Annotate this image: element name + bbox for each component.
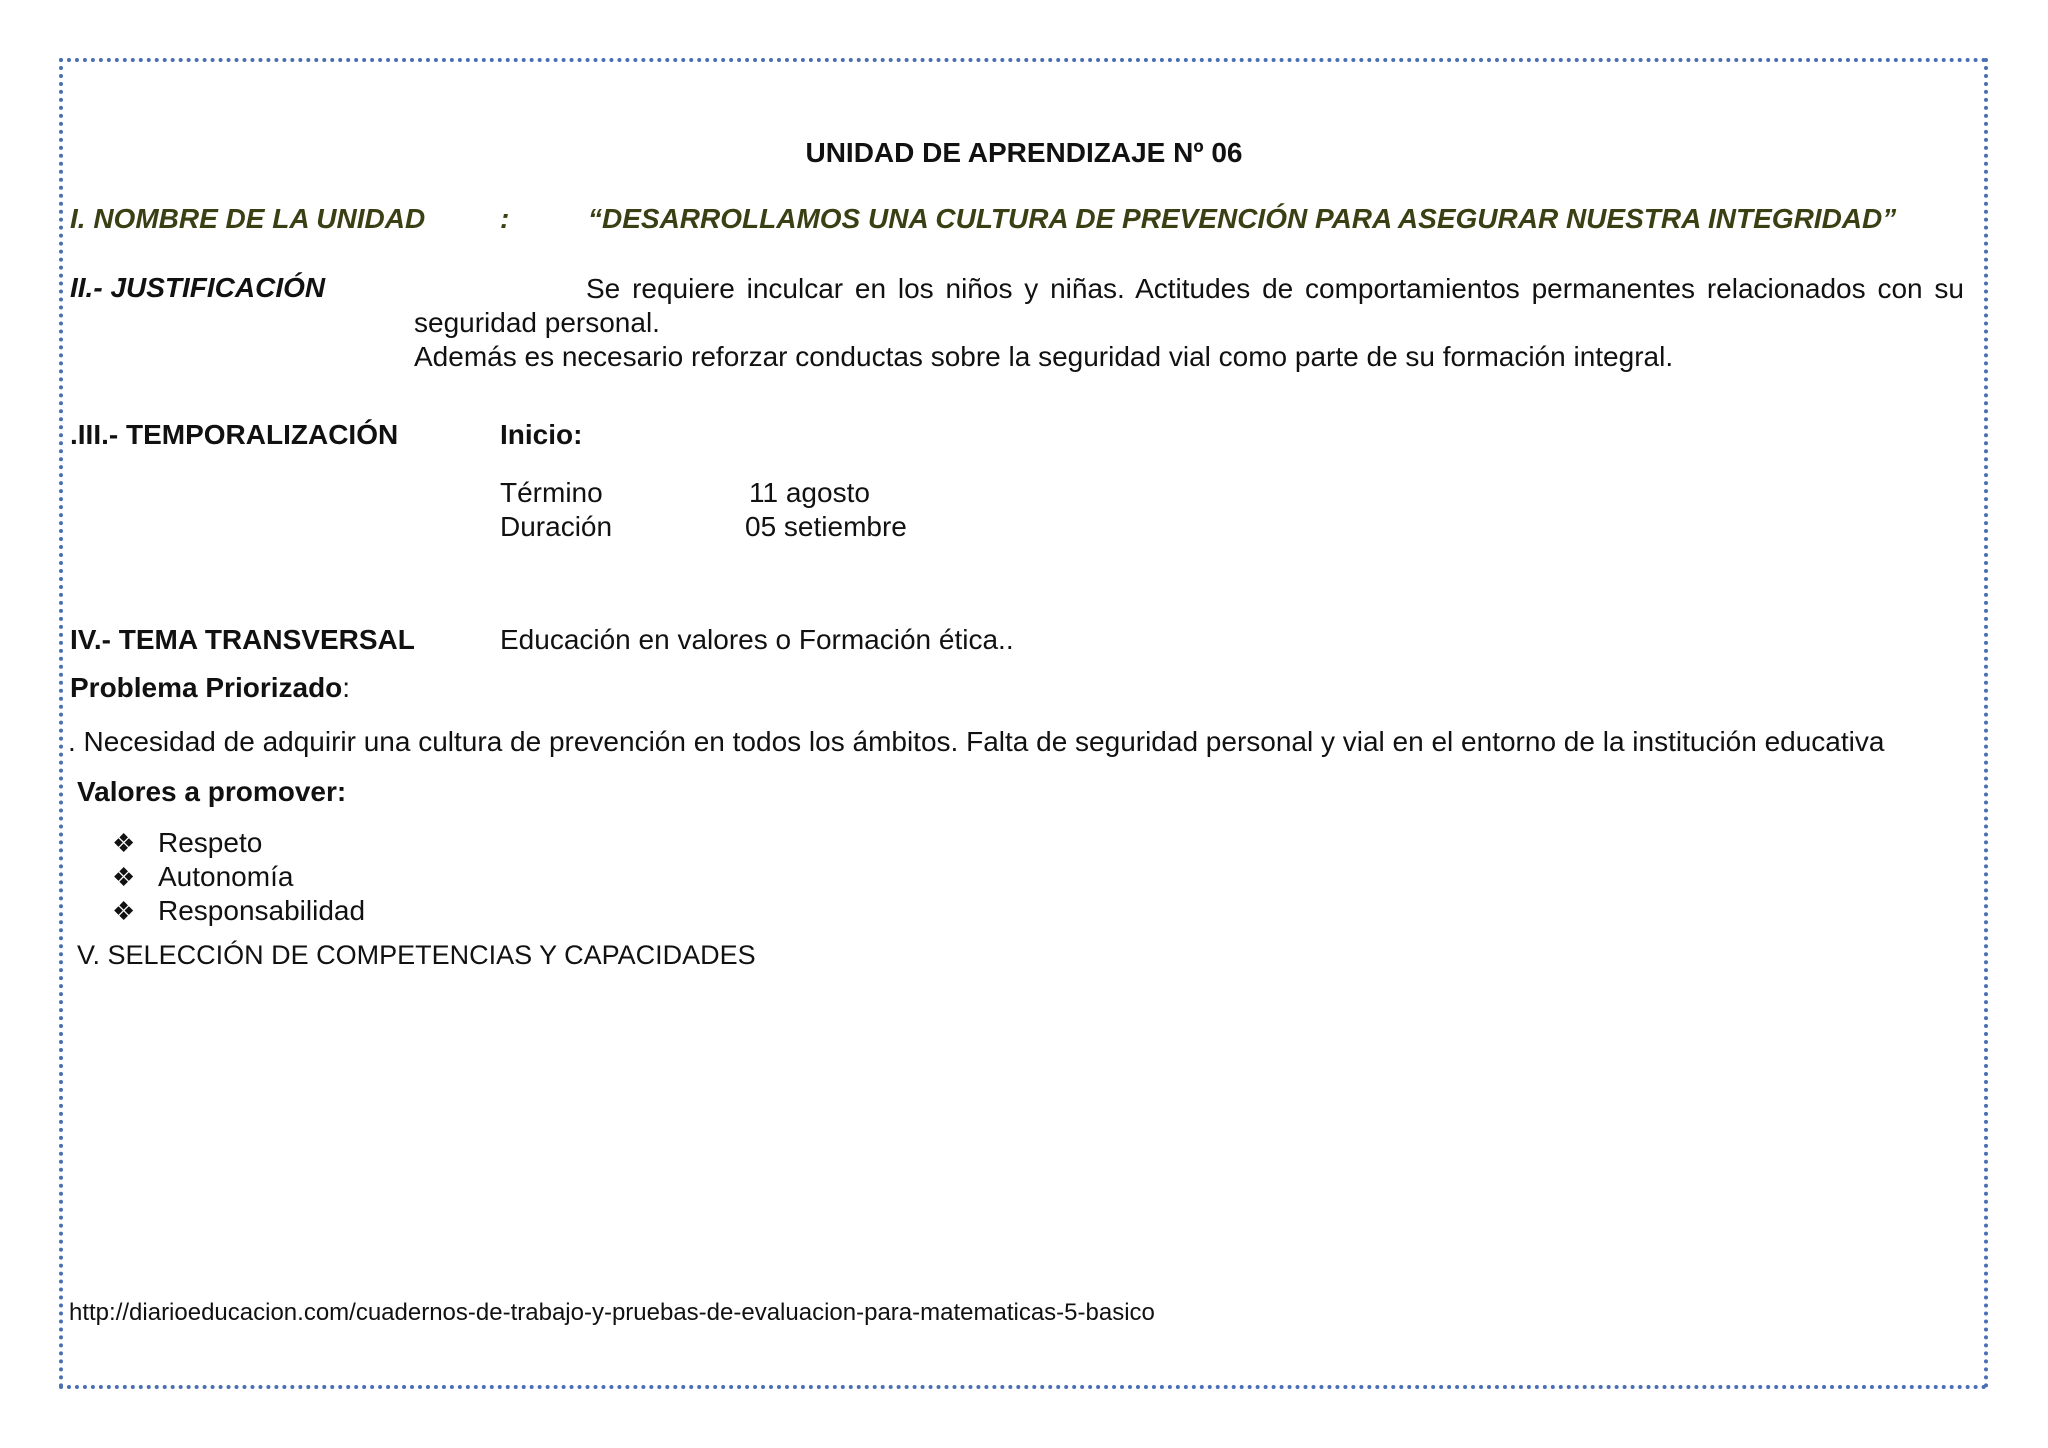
problema-text: . Necesidad de adquirir una cultura de prevención en todos los ámbitos. Falta de seguridad personal y vial en el entorno de la institución educativa (68, 726, 1885, 757)
list-item: ❖ Respeto (112, 827, 263, 858)
valores-list (112, 826, 365, 928)
diamond-bullet-icon: ❖ (112, 896, 136, 926)
justificacion-line1: Se requiere inculcar en los niños y niñas. Actitudes de comportamientos permanentes relacionados con su seguridad personal. (414, 273, 1964, 338)
diamond-bullet-icon: ❖ (112, 862, 136, 892)
termino-label: Término (500, 477, 603, 508)
footer-url[interactable]: http://diarioeducacion.com/cuadernos-de-trabajo-y-pruebas-de-evaluacion-para-matematicas-5-basico (69, 1299, 1155, 1326)
unit-name-colon: : (500, 203, 510, 234)
justificacion-label: II.- JUSTIFICACIÓN (70, 272, 326, 303)
justificacion-line2: Además es necesario reforzar conductas sobre la seguridad vial como parte de su formación integral. (414, 341, 1674, 372)
temporalizacion-label: .III.- TEMPORALIZACIÓN (70, 419, 399, 450)
problema-colon: : (342, 672, 351, 703)
justificacion-text (414, 272, 1964, 374)
inicio-label: Inicio: (500, 419, 583, 450)
problema-label: Problema Priorizado (70, 672, 343, 703)
termino-value: 11 agosto (749, 477, 870, 508)
seleccion-heading: V. SELECCIÓN DE COMPETENCIAS Y CAPACIDADES (77, 940, 756, 970)
tema-value: Educación en valores o Formación ética.. (500, 624, 1014, 655)
tema-label: IV.- TEMA TRANSVERSAL (70, 624, 415, 655)
unit-name-label: I. NOMBRE DE LA UNIDAD (70, 203, 426, 234)
duracion-value: 05 setiembre (745, 511, 907, 542)
problema-heading (70, 672, 350, 704)
duracion-label: Duración (500, 511, 613, 542)
diamond-bullet-icon: ❖ (112, 828, 136, 858)
list-item: ❖ Autonomía (112, 861, 294, 892)
page-title: UNIDAD DE APRENDIZAJE Nº 06 (805, 137, 1243, 168)
unit-name-value: “DESARROLLAMOS UNA CULTURA DE PREVENCIÓN PARA ASEGURAR NUESTRA INTEGRIDAD” (588, 203, 1897, 234)
page-border (59, 58, 1988, 1389)
list-item: ❖ Responsabilidad (112, 895, 366, 926)
valores-label: Valores a promover: (77, 776, 347, 807)
